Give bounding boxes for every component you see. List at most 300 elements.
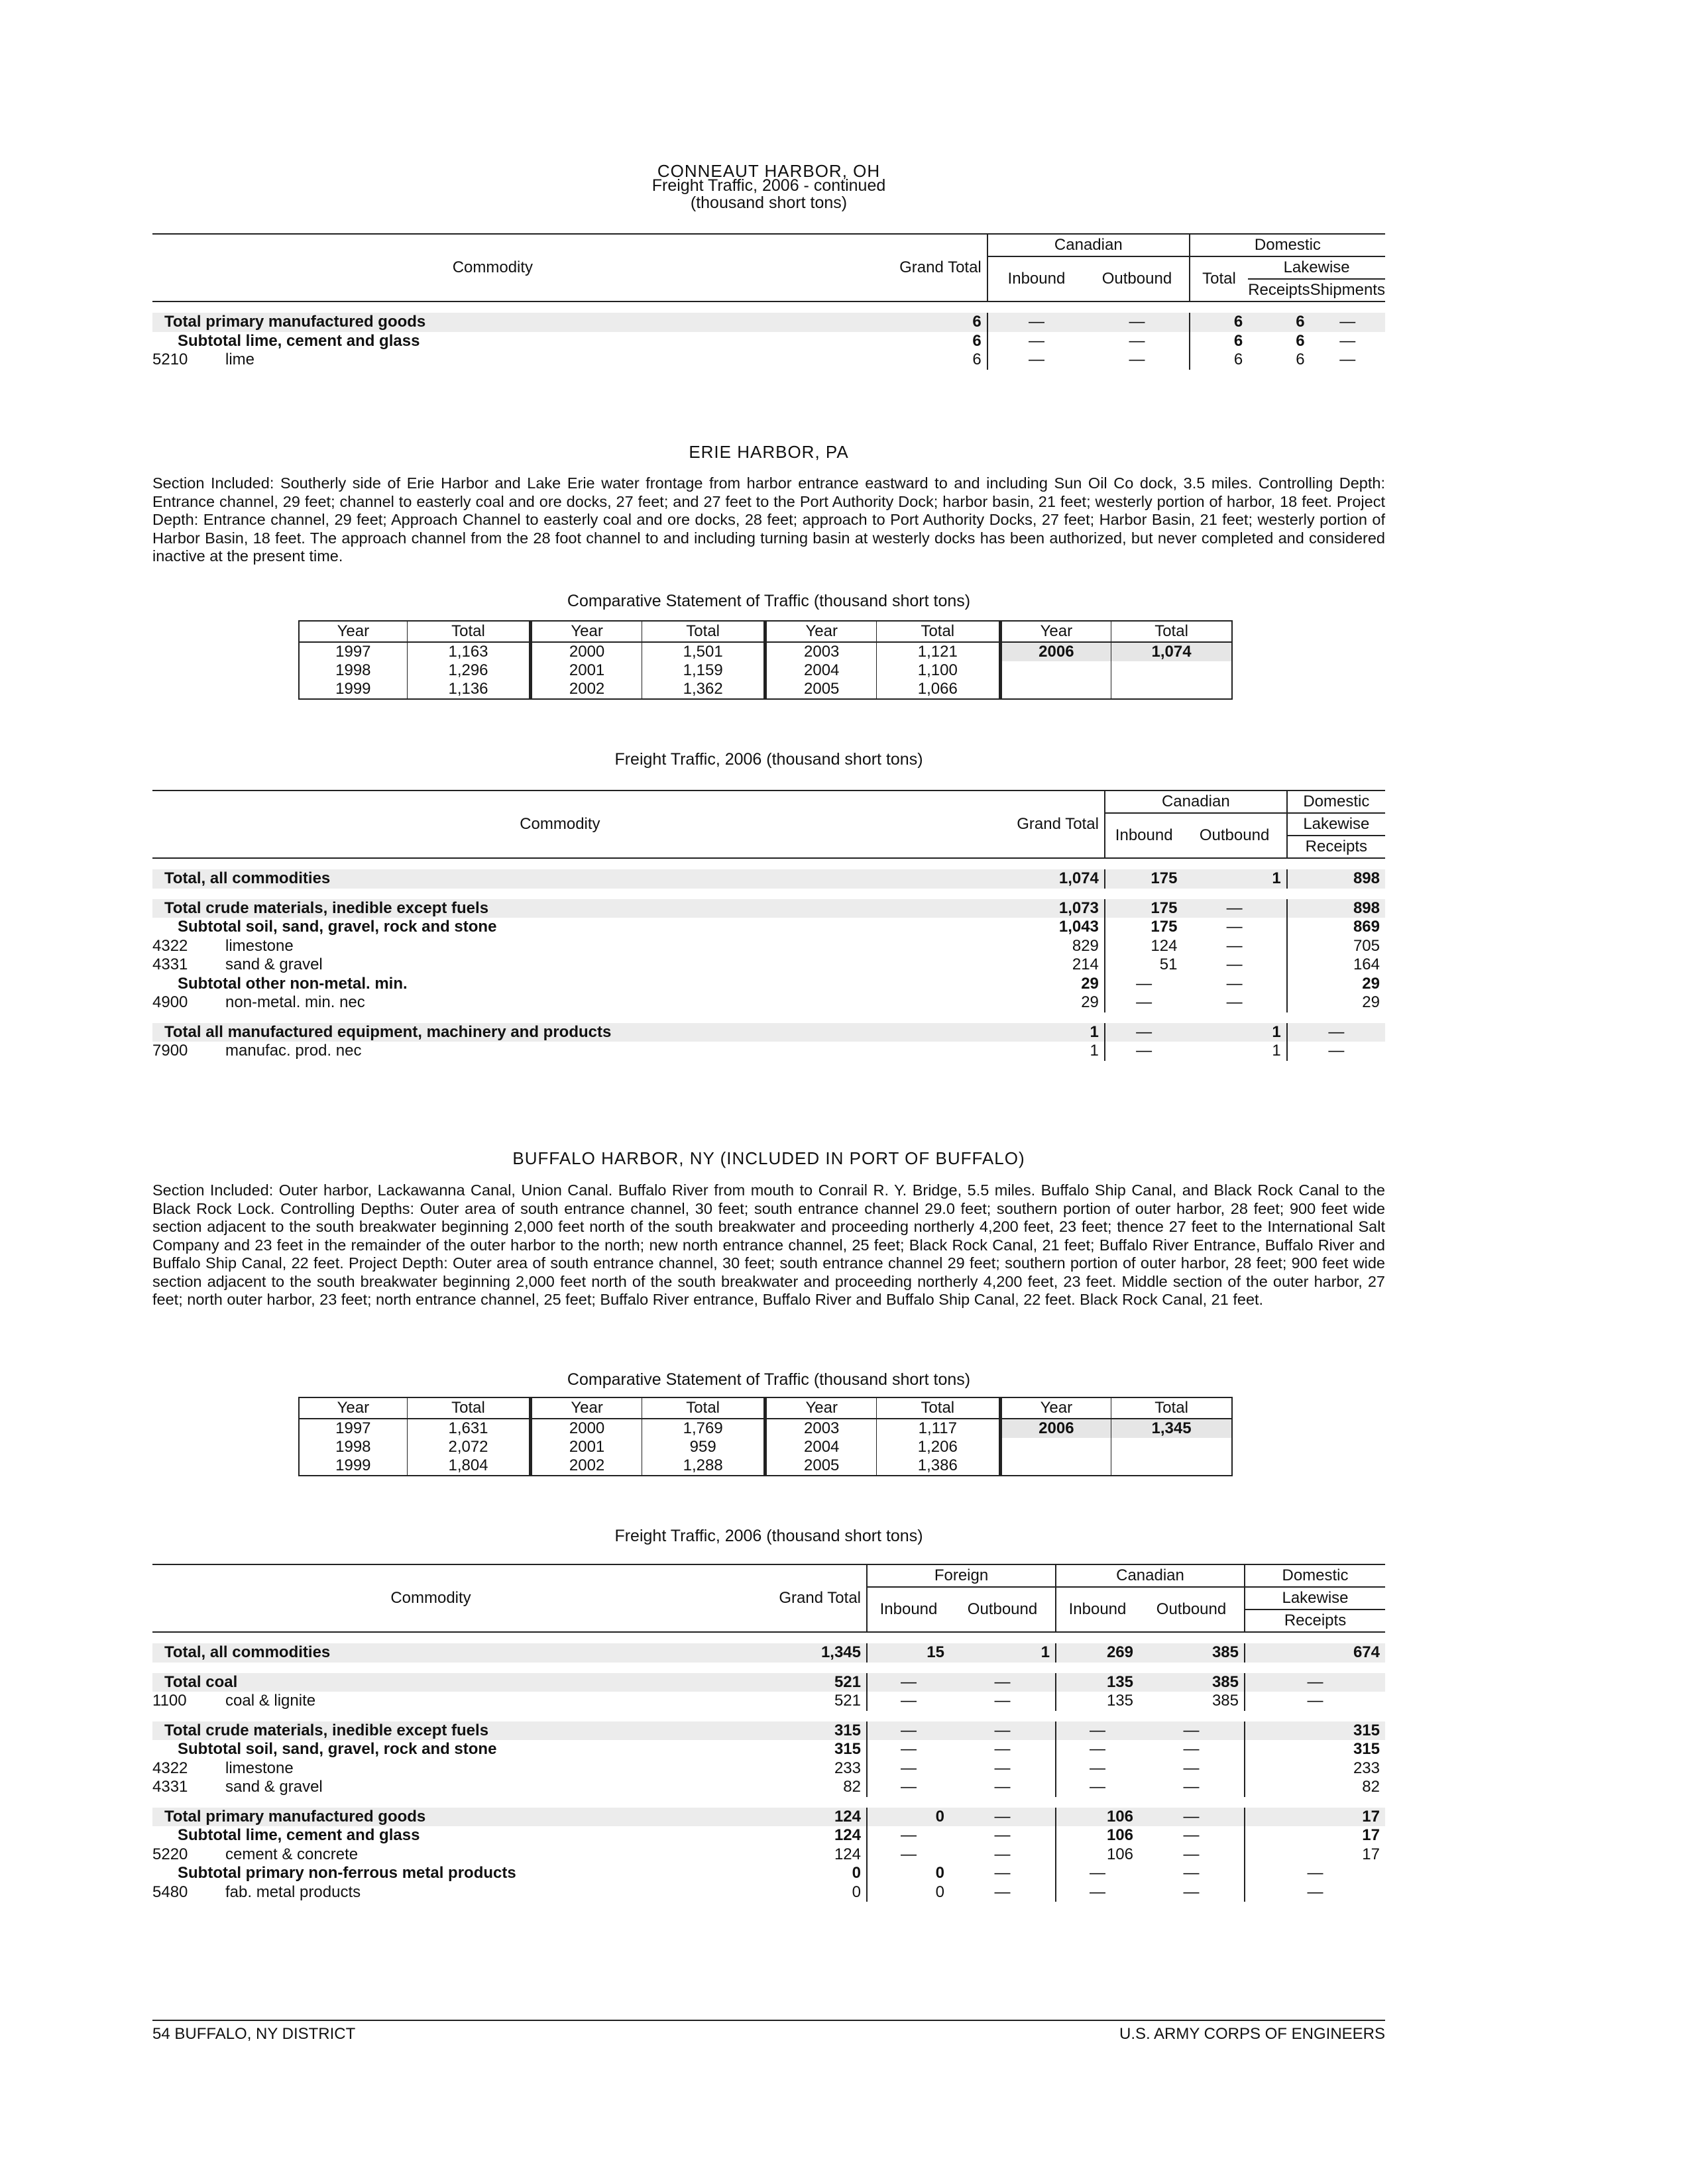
- total-cell: 1,631: [407, 1419, 531, 1438]
- erie-freight-table: [152, 790, 1385, 1061]
- total-cell: 1,100: [876, 661, 1000, 680]
- canadian-outbound-cell: 385: [1139, 1643, 1245, 1663]
- total-cell: [1111, 1438, 1232, 1456]
- commodity-code: 7900: [152, 1042, 188, 1060]
- commodity-name: Subtotal lime, cement and glass: [178, 1826, 420, 1844]
- grand-total-cell: 315: [709, 1721, 867, 1741]
- canadian-outbound-cell: —: [1226, 974, 1243, 993]
- commodity-name: Subtotal soil, sand, gravel, rock and stone: [178, 918, 497, 936]
- col-domestic: Domestic: [1287, 791, 1385, 813]
- commodity-code: 4322: [152, 936, 188, 955]
- grand-total-cell: 82: [843, 1778, 861, 1796]
- commodity-name: cement & concrete: [225, 1845, 359, 1863]
- commodity-name: sand & gravel: [225, 1778, 323, 1796]
- commodity-name: Total crude materials, inedible except fuels: [164, 899, 489, 917]
- foreign-inbound-cell: —: [867, 1673, 950, 1692]
- footer-left: 54 BUFFALO, NY DISTRICT: [152, 2025, 356, 2043]
- foreign-inbound-cell: —: [867, 1845, 950, 1865]
- commodity-cell: [152, 1692, 709, 1711]
- canadian-outbound-cell: —: [1182, 899, 1286, 918]
- conneaut-freight-table: [152, 233, 1385, 370]
- col-commodity: Commodity: [152, 234, 833, 301]
- canadian-inbound-cell: —: [1056, 1883, 1139, 1902]
- canadian-inbound-cell: 135: [1056, 1692, 1139, 1711]
- grand-total-cell: 29: [1081, 993, 1099, 1011]
- table-row: [152, 1845, 1385, 1865]
- canadian-outbound-cell: —: [1139, 1808, 1245, 1827]
- col-canadian-outbound: Outbound: [1182, 813, 1286, 858]
- domestic-shipments-cell: —: [1339, 351, 1356, 368]
- foreign-outbound-cell: —: [994, 1778, 1011, 1796]
- commodity-code: 4900: [152, 993, 188, 1011]
- table-row: [152, 1759, 1385, 1778]
- canadian-inbound-cell: —: [1056, 1740, 1139, 1759]
- year-cell: 1999: [335, 1456, 371, 1474]
- canadian-outbound-cell: —: [1129, 351, 1145, 368]
- canadian-outbound-cell: —: [1183, 1845, 1200, 1863]
- table-row: [152, 1673, 1385, 1692]
- grand-total-cell: 1,043: [1058, 918, 1099, 936]
- total-cell: 1,136: [407, 680, 531, 699]
- commodity-code: 5210: [152, 351, 188, 368]
- foreign-outbound-cell: —: [994, 1759, 1011, 1777]
- commodity-name: sand & gravel: [225, 956, 323, 973]
- col-foreign-inbound: Inbound: [867, 1587, 950, 1632]
- foreign-inbound-cell: —: [867, 1759, 950, 1778]
- col-canadian-outbound: Outbound: [1085, 256, 1190, 301]
- footer-right: U.S. ARMY CORPS OF ENGINEERS: [1119, 2025, 1385, 2043]
- year-cell: 2000: [531, 1419, 642, 1438]
- domestic-receipts-cell: —: [1245, 1673, 1385, 1692]
- col-receipts: Receipts: [1287, 836, 1385, 858]
- canadian-outbound-cell: —: [1183, 1883, 1200, 1901]
- commodity-cell: [152, 975, 968, 994]
- canadian-inbound-cell: 175: [1105, 899, 1183, 918]
- commodity-code: 4331: [152, 956, 188, 973]
- domestic-shipments-cell: —: [1339, 331, 1356, 350]
- year-header: Year: [531, 621, 642, 642]
- table-row: [152, 1721, 1385, 1741]
- year-header: Year: [765, 621, 877, 642]
- table-row: [152, 993, 1385, 1012]
- total-header: Total: [876, 1397, 1000, 1419]
- canadian-outbound-cell: —: [1183, 1740, 1200, 1758]
- canadian-outbound-cell: —: [1183, 1864, 1200, 1882]
- commodity-code: 5480: [152, 1883, 188, 1901]
- domestic-total-cell: 6: [1190, 313, 1248, 332]
- domestic-receipts-cell: —: [1245, 1692, 1385, 1711]
- canadian-inbound-cell: —: [987, 351, 1085, 370]
- commodity-cell: [152, 869, 968, 889]
- foreign-inbound-cell: —: [867, 1721, 950, 1741]
- total-cell: 1,117: [876, 1419, 1000, 1438]
- foreign-outbound-cell: —: [994, 1883, 1011, 1901]
- buffalo-title: BUFFALO HARBOR, NY (INCLUDED IN PORT OF BUFFALO): [512, 1148, 1025, 1168]
- domestic-total-cell: 6: [1190, 332, 1248, 351]
- year-cell: 2002: [531, 680, 642, 699]
- year-cell: 1997: [335, 643, 371, 661]
- canadian-outbound-cell: —: [1226, 993, 1243, 1011]
- table-row: [152, 899, 1385, 918]
- commodity-name: fab. metal products: [225, 1883, 361, 1901]
- col-receipts: Receipts: [1245, 1610, 1385, 1632]
- grand-total-cell: 6: [972, 351, 982, 368]
- commodity-name: Total primary manufactured goods: [164, 1807, 426, 1826]
- commodity-name: Subtotal lime, cement and glass: [178, 331, 420, 350]
- domestic-receipts-cell: 82: [1245, 1778, 1385, 1797]
- commodity-cell: [152, 1740, 709, 1759]
- table-row: [152, 351, 1385, 370]
- foreign-inbound-cell: 0: [867, 1808, 950, 1827]
- canadian-outbound-cell: 1: [1272, 1042, 1281, 1060]
- foreign-outbound-cell: —: [950, 1673, 1056, 1692]
- commodity-cell: [152, 899, 968, 918]
- year-header: Year: [299, 621, 407, 642]
- commodity-cell: [152, 1643, 709, 1663]
- col-canadian: Canadian: [987, 234, 1190, 256]
- canadian-inbound-cell: —: [1105, 1023, 1183, 1042]
- domestic-receipts-cell: 869: [1287, 918, 1385, 937]
- total-cell: 959: [642, 1438, 765, 1456]
- table-row: [152, 937, 1385, 956]
- col-canadian-outbound: Outbound: [1139, 1587, 1245, 1632]
- commodity-cell: [152, 1883, 709, 1902]
- table-row: [152, 332, 1385, 351]
- canadian-outbound-cell: —: [1183, 1826, 1200, 1844]
- foreign-inbound-cell: 15: [867, 1643, 950, 1663]
- domestic-total-cell: 6: [1190, 351, 1248, 370]
- grand-total-cell: 1,345: [709, 1643, 867, 1663]
- table-row: [152, 1692, 1385, 1711]
- grand-total-cell: 0: [852, 1883, 861, 1901]
- commodity-cell: [152, 1759, 709, 1778]
- year-header: Year: [531, 1397, 642, 1419]
- canadian-inbound-cell: —: [987, 332, 1085, 351]
- year-cell: 2003: [765, 642, 877, 661]
- commodity-cell: [152, 956, 968, 975]
- total-cell: 1,769: [642, 1419, 765, 1438]
- canadian-outbound-cell: 1: [1182, 869, 1286, 889]
- canadian-inbound-cell: —: [1056, 1721, 1139, 1741]
- domestic-receipts-cell: 898: [1287, 869, 1385, 889]
- foreign-outbound-cell: —: [950, 1808, 1056, 1827]
- col-canadian-inbound: Inbound: [987, 256, 1085, 301]
- table-row: [152, 918, 1385, 937]
- total-header: Total: [1111, 1397, 1232, 1419]
- commodity-code: 1100: [152, 1692, 187, 1710]
- col-domestic: Domestic: [1190, 234, 1385, 256]
- total-cell: [1111, 680, 1232, 699]
- commodity-name: Subtotal soil, sand, gravel, rock and stone: [178, 1740, 497, 1758]
- table-row: [152, 975, 1385, 994]
- buffalo-comparative-table: [298, 1397, 1233, 1476]
- grand-total-cell: 0: [852, 1864, 861, 1882]
- col-commodity: Commodity: [152, 1564, 709, 1632]
- foreign-inbound-cell: —: [867, 1692, 950, 1711]
- commodity-code: 5220: [152, 1845, 188, 1863]
- table-row: [152, 313, 1385, 332]
- foreign-inbound-cell: 0: [867, 1864, 950, 1883]
- grand-total-cell: 124: [834, 1845, 861, 1863]
- year-cell: [1000, 661, 1111, 680]
- canadian-inbound-cell: —: [1105, 975, 1183, 994]
- canadian-inbound-cell: 175: [1105, 918, 1183, 937]
- commodity-cell: [152, 1808, 709, 1827]
- commodity-name: Total crude materials, inedible except fuels: [164, 1721, 489, 1739]
- domestic-receipts-cell: 6: [1248, 313, 1310, 332]
- year-cell: 2000: [531, 642, 642, 661]
- canadian-outbound-cell: —: [1226, 918, 1243, 936]
- table-row: [152, 1740, 1385, 1759]
- foreign-outbound-cell: —: [994, 1845, 1011, 1863]
- domestic-receipts-cell: 29: [1287, 993, 1385, 1012]
- table-row: [152, 1778, 1385, 1797]
- domestic-receipts-cell: 315: [1245, 1721, 1385, 1741]
- total-header: Total: [1111, 621, 1232, 642]
- year-cell: 1998: [335, 661, 371, 679]
- erie-section-text: Section Included: Southerly side of Erie Harbor and Lake Erie water frontage from harbor entrance eastward to and including Sun Oil Co dock, 3.5 miles. Controlling Depth: Entrance channel, 29 feet; channel to easterly coal and ore docks, 27 feet; and 27 feet to the Port Authority Dock; harbor basin, 21 feet; westerly portion of harbor, 18 feet. Project Depth: Entrance channel, 29 feet; Approach Channel to easterly coal and ore docks, 28 feet; approach to Port Authority Docks, 27 feet; Harbor Basin, 21 feet; westerly portion of Harbor Basin, 18 feet. The approach channel from the 28 foot channel to and including turning basin at westerly docks has been authorized, but never completed and considered inactive at the present time.: [152, 474, 1385, 565]
- total-cell: 1,159: [642, 661, 765, 680]
- foreign-inbound-cell: —: [867, 1740, 950, 1759]
- commodity-name: limestone: [225, 936, 294, 955]
- commodity-cell: [152, 1778, 709, 1797]
- commodity-cell: [152, 351, 833, 370]
- canadian-inbound-cell: —: [1056, 1759, 1139, 1778]
- col-domestic: Domestic: [1245, 1564, 1385, 1587]
- erie-comparative-table: [298, 620, 1233, 700]
- foreign-inbound-cell: —: [867, 1778, 950, 1797]
- col-shipments: Shipments: [1310, 279, 1385, 301]
- foreign-inbound-cell: —: [867, 1826, 950, 1845]
- year-header: Year: [765, 1397, 877, 1419]
- commodity-cell: [152, 313, 833, 332]
- commodity-name: Subtotal primary non-ferrous metal products: [178, 1864, 516, 1882]
- col-canadian-inbound: Inbound: [1105, 813, 1183, 858]
- total-cell: [1111, 661, 1232, 680]
- col-commodity: Commodity: [152, 791, 968, 858]
- canadian-inbound-cell: 106: [1056, 1808, 1139, 1827]
- col-receipts: Receipts: [1248, 279, 1310, 301]
- table-row: [152, 1808, 1385, 1827]
- domestic-receipts-cell: 164: [1287, 956, 1385, 975]
- col-canadian-inbound: Inbound: [1056, 1587, 1139, 1632]
- domestic-receipts-cell: 29: [1287, 975, 1385, 994]
- col-lakewise: Lakewise: [1287, 813, 1385, 836]
- commodity-cell: [152, 918, 968, 937]
- commodity-code: 4322: [152, 1759, 188, 1777]
- domestic-receipts-cell: —: [1287, 1042, 1385, 1061]
- erie-comp-title: Comparative Statement of Traffic (thousand short tons): [567, 592, 971, 610]
- commodity-name: Total, all commodities: [164, 1643, 331, 1661]
- canadian-outbound-cell: —: [1085, 313, 1190, 332]
- canadian-outbound-cell: 385: [1211, 1692, 1239, 1710]
- canadian-outbound-cell: 385: [1139, 1673, 1245, 1692]
- canadian-outbound-cell: —: [1183, 1759, 1200, 1777]
- grand-total-cell: 315: [834, 1740, 861, 1758]
- commodity-cell: [152, 332, 833, 351]
- domestic-receipts-cell: —: [1245, 1883, 1385, 1902]
- page-footer: [152, 2020, 1385, 2043]
- canadian-inbound-cell: 135: [1056, 1673, 1139, 1692]
- total-cell: 1,121: [876, 642, 1000, 661]
- year-cell: 2005: [765, 680, 877, 699]
- year-cell: 2004: [765, 1438, 877, 1456]
- buffalo-freight-title: Freight Traffic, 2006 (thousand short tons): [614, 1527, 923, 1545]
- col-canadian: Canadian: [1105, 791, 1287, 813]
- year-cell: 2006: [1000, 1419, 1111, 1438]
- canadian-inbound-cell: —: [1105, 1042, 1183, 1061]
- commodity-cell: [152, 1673, 709, 1692]
- buffalo-freight-table: [152, 1564, 1385, 1902]
- foreign-outbound-cell: —: [994, 1740, 1011, 1758]
- total-cell: 1,345: [1111, 1419, 1232, 1438]
- commodity-name: limestone: [225, 1759, 294, 1777]
- table-row: [152, 1643, 1385, 1663]
- commodity-name: lime: [225, 351, 255, 368]
- commodity-cell: [152, 1721, 709, 1741]
- domestic-receipts-cell: 17: [1245, 1826, 1385, 1845]
- commodity-code: 4331: [152, 1778, 188, 1796]
- table-row: [152, 1826, 1385, 1845]
- canadian-inbound-cell: —: [1056, 1778, 1139, 1797]
- commodity-name: Total, all commodities: [164, 869, 331, 887]
- table-row: [152, 1864, 1385, 1883]
- grand-total-cell: 29: [1081, 974, 1099, 993]
- grand-total-cell: 214: [1072, 956, 1099, 973]
- grand-total-cell: 1: [968, 1023, 1105, 1042]
- canadian-inbound-cell: 106: [1056, 1826, 1139, 1845]
- total-cell: 1,804: [407, 1456, 531, 1476]
- domestic-receipts-cell: 17: [1245, 1845, 1385, 1865]
- domestic-receipts-cell: 17: [1245, 1808, 1385, 1827]
- canadian-outbound-cell: —: [1226, 936, 1243, 955]
- canadian-inbound-cell: —: [1056, 1864, 1139, 1883]
- canadian-inbound-cell: 175: [1105, 869, 1183, 889]
- year-cell: 1999: [335, 680, 371, 698]
- foreign-outbound-cell: —: [994, 1864, 1011, 1882]
- conneaut-subtitle: Freight Traffic, 2006 - continued: [651, 176, 886, 195]
- total-cell: 1,163: [407, 642, 531, 661]
- total-cell: 1,288: [642, 1456, 765, 1476]
- total-header: Total: [642, 621, 765, 642]
- total-header: Total: [876, 621, 1000, 642]
- canadian-inbound-cell: 106: [1056, 1845, 1139, 1865]
- buffalo-comp-title: Comparative Statement of Traffic (thousand short tons): [567, 1370, 971, 1389]
- commodity-name: Total all manufactured equipment, machinery and products: [164, 1022, 612, 1041]
- commodity-cell: [152, 937, 968, 956]
- erie-freight-title: Freight Traffic, 2006 (thousand short tons): [614, 750, 923, 769]
- year-cell: 2006: [1000, 642, 1111, 661]
- canadian-outbound-cell: —: [1183, 1778, 1200, 1796]
- year-cell: 1997: [335, 1419, 371, 1437]
- grand-total-cell: 521: [834, 1692, 861, 1710]
- grand-total-cell: 124: [834, 1826, 861, 1844]
- canadian-inbound-cell: —: [1105, 993, 1183, 1012]
- total-cell: [1111, 1456, 1232, 1476]
- grand-total-cell: 6: [972, 331, 982, 350]
- canadian-outbound-cell: —: [1129, 331, 1145, 350]
- col-domestic-total: Total: [1190, 256, 1248, 301]
- col-lakewise: Lakewise: [1245, 1587, 1385, 1610]
- commodity-name: coal & lignite: [225, 1692, 316, 1710]
- foreign-outbound-cell: 1: [950, 1643, 1056, 1663]
- domestic-shipments-cell: —: [1310, 313, 1385, 332]
- year-cell: 2002: [531, 1456, 642, 1476]
- table-row: [152, 869, 1385, 889]
- conneaut-title: CONNEAUT HARBOR, OH: [657, 161, 881, 181]
- year-cell: 2003: [765, 1419, 877, 1438]
- col-grand-total: Grand Total: [709, 1564, 867, 1632]
- commodity-cell: [152, 1023, 968, 1042]
- year-cell: 2004: [765, 661, 877, 680]
- table-row: [152, 1883, 1385, 1902]
- canadian-inbound-cell: 124: [1105, 937, 1183, 956]
- canadian-inbound-cell: 269: [1056, 1643, 1139, 1663]
- total-cell: 1,206: [876, 1438, 1000, 1456]
- erie-title: ERIE HARBOR, PA: [689, 442, 849, 462]
- total-cell: 1,386: [876, 1456, 1000, 1476]
- foreign-inbound-cell: 0: [867, 1883, 950, 1902]
- year-cell: 1998: [335, 1438, 371, 1456]
- commodity-name: Total primary manufactured goods: [164, 313, 426, 331]
- total-header: Total: [407, 621, 531, 642]
- year-cell: [1000, 1438, 1111, 1456]
- canadian-outbound-cell: 1: [1182, 1023, 1286, 1042]
- col-foreign: Foreign: [867, 1564, 1056, 1587]
- year-cell: 2001: [531, 1438, 642, 1456]
- foreign-outbound-cell: —: [994, 1692, 1011, 1710]
- total-cell: 1,296: [407, 661, 531, 680]
- table-row: [152, 1042, 1385, 1061]
- table-row: [152, 956, 1385, 975]
- domestic-receipts-cell: 315: [1245, 1740, 1385, 1759]
- commodity-cell: [152, 1864, 709, 1883]
- commodity-cell: [152, 1845, 709, 1865]
- total-cell: 1,501: [642, 642, 765, 661]
- canadian-inbound-cell: 51: [1105, 956, 1183, 975]
- col-canadian: Canadian: [1056, 1564, 1245, 1587]
- domestic-receipts-cell: 6: [1296, 351, 1305, 368]
- grand-total-cell: 233: [834, 1759, 861, 1777]
- total-header: Total: [642, 1397, 765, 1419]
- year-cell: [1000, 680, 1111, 699]
- grand-total-cell: 124: [709, 1808, 867, 1827]
- year-header: Year: [1000, 621, 1111, 642]
- domestic-receipts-cell: 6: [1296, 331, 1305, 350]
- total-cell: 1,066: [876, 680, 1000, 699]
- table-row: [152, 1023, 1385, 1042]
- col-lakewise: Lakewise: [1248, 256, 1385, 279]
- canadian-outbound-cell: —: [1226, 956, 1243, 973]
- foreign-outbound-cell: —: [950, 1721, 1056, 1741]
- total-header: Total: [407, 1397, 531, 1419]
- year-cell: 2005: [765, 1456, 877, 1476]
- total-cell: 2,072: [407, 1438, 531, 1456]
- col-grand-total: Grand Total: [968, 791, 1105, 858]
- commodity-name: Total coal: [164, 1672, 238, 1691]
- year-cell: 2001: [531, 661, 642, 680]
- commodity-cell: [152, 1826, 709, 1845]
- grand-total-cell: 1,073: [968, 899, 1105, 918]
- domestic-receipts-cell: 898: [1287, 899, 1385, 918]
- grand-total-cell: 521: [709, 1673, 867, 1692]
- grand-total-cell: 829: [1072, 936, 1099, 955]
- year-cell: [1000, 1456, 1111, 1476]
- year-header: Year: [299, 1397, 407, 1419]
- commodity-name: manufac. prod. nec: [225, 1042, 362, 1060]
- canadian-outbound-cell: —: [1139, 1721, 1245, 1741]
- commodity-cell: [152, 1042, 968, 1061]
